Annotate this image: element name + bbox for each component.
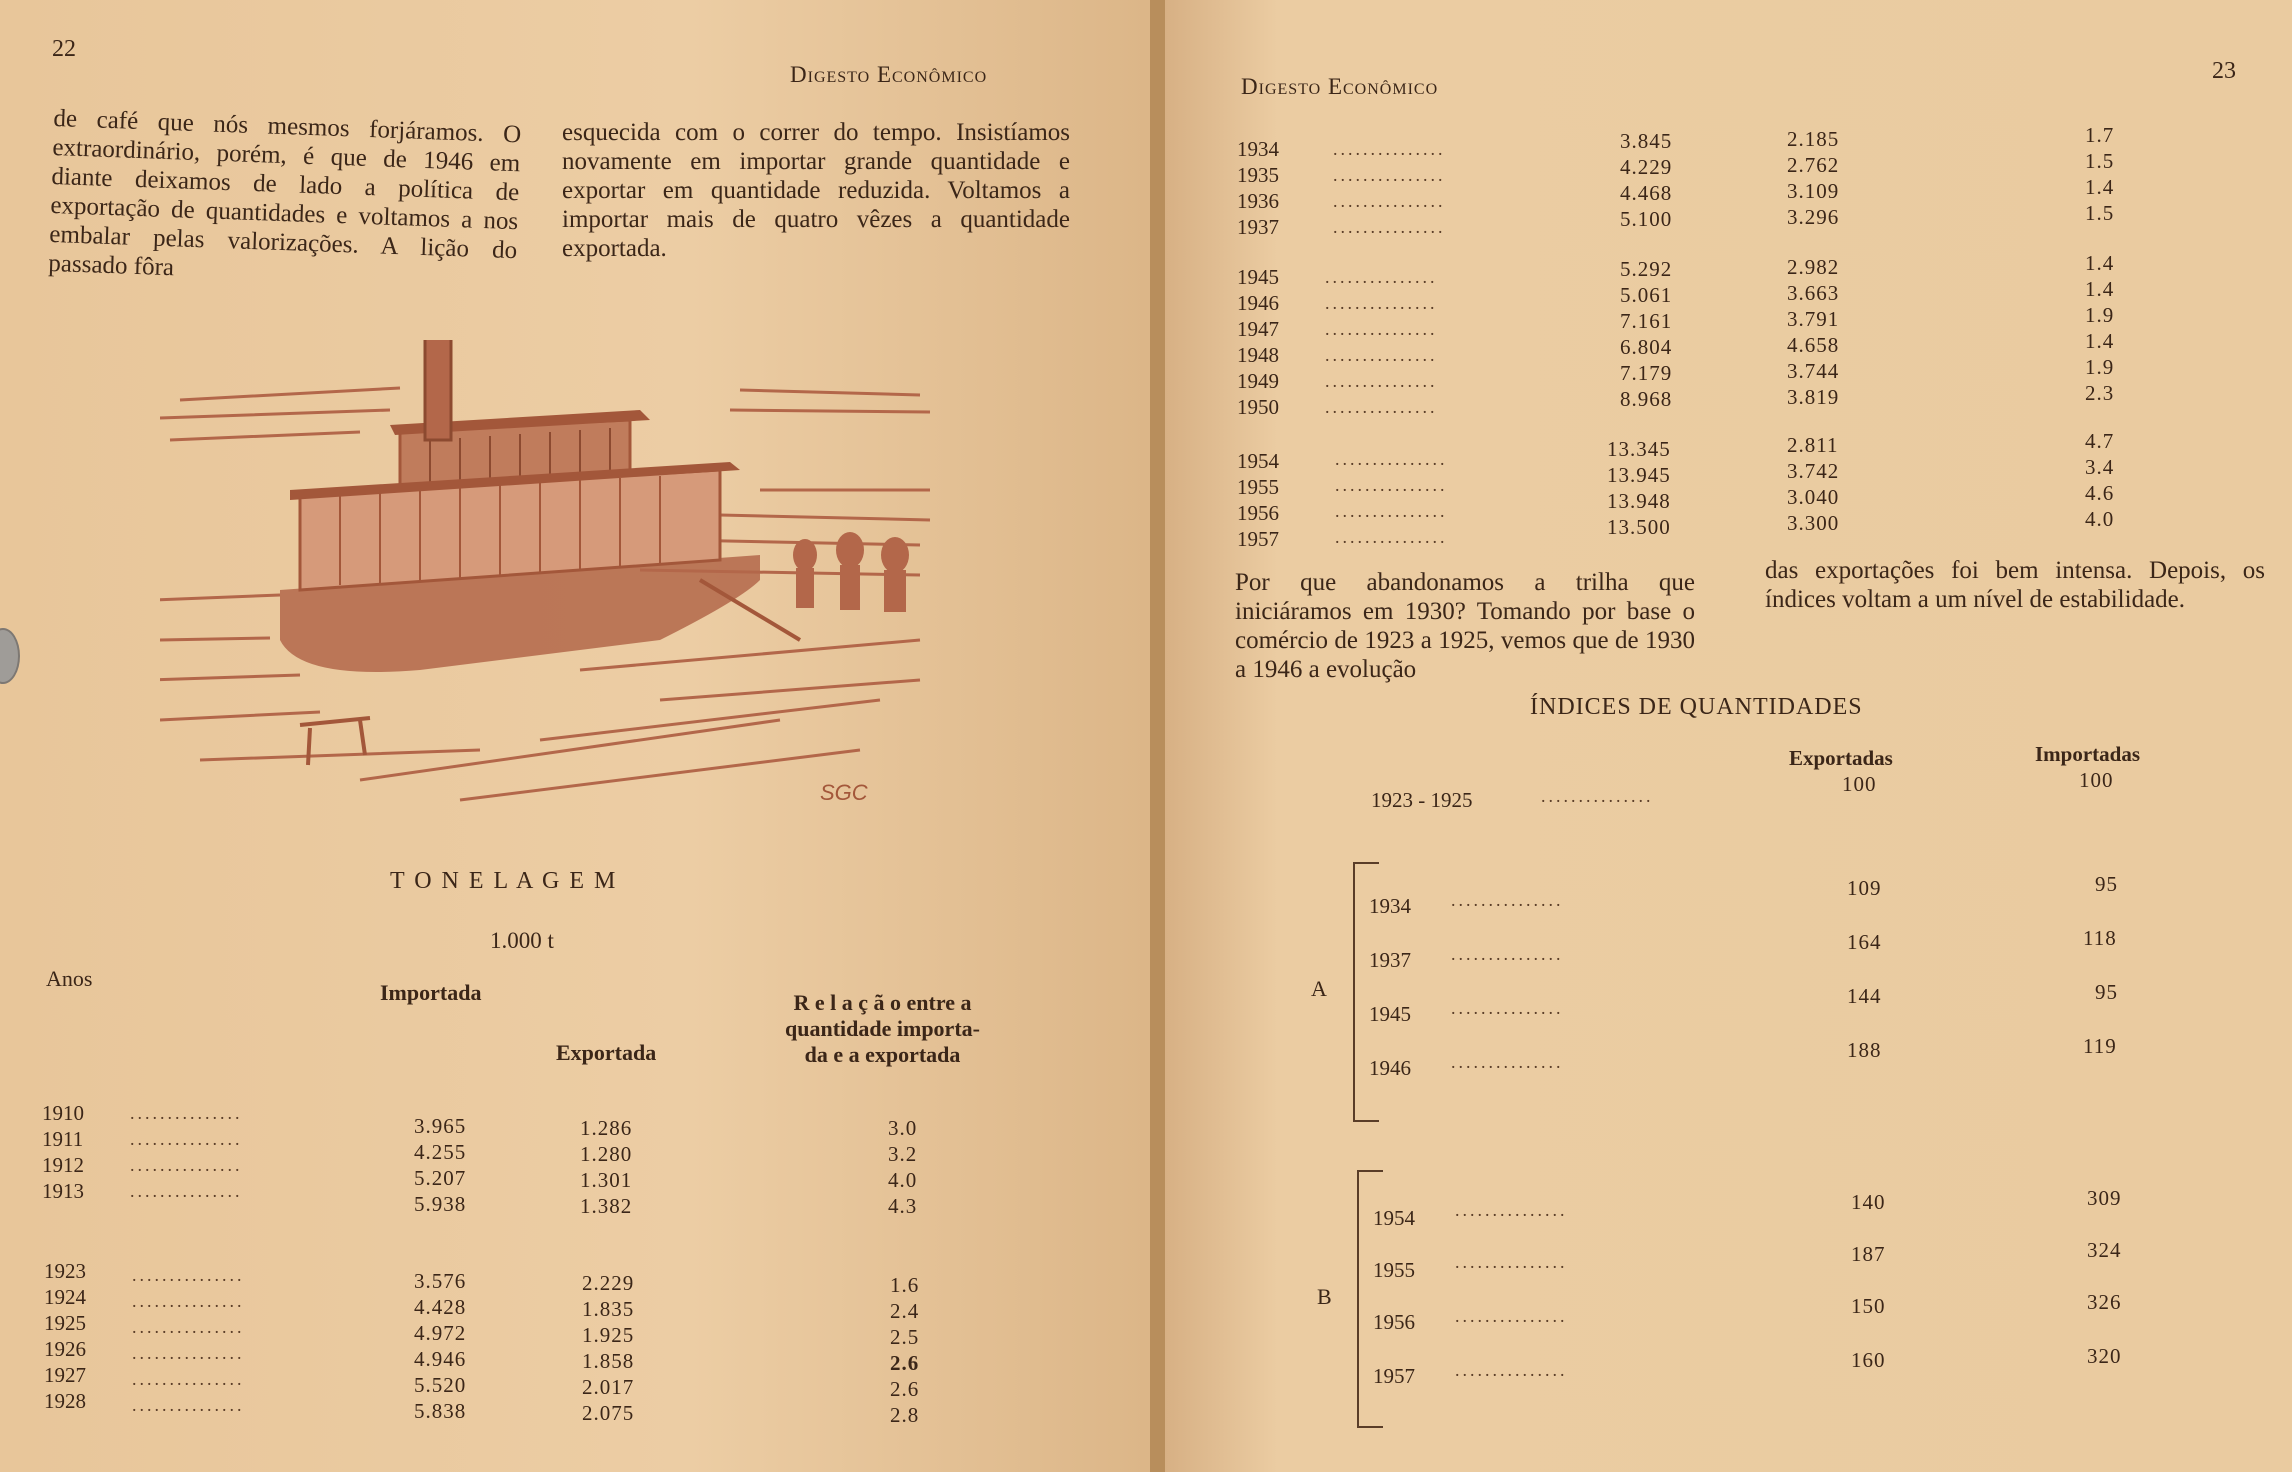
text-column-1 xyxy=(1235,568,1695,684)
cell: 5.061 xyxy=(1620,283,1673,307)
dots: ............... xyxy=(1325,319,1438,339)
year: 1928 xyxy=(44,1389,86,1413)
bracket-top xyxy=(1357,1170,1383,1172)
cell: 4.7 xyxy=(2085,429,2115,453)
dots: ............... xyxy=(1325,371,1438,391)
year: 1910 xyxy=(42,1101,84,1125)
cell: 3.965 xyxy=(414,1114,467,1138)
cell: 187 xyxy=(1851,1242,1886,1266)
dots: ............... xyxy=(1325,397,1438,417)
cell: 1.858 xyxy=(582,1349,635,1373)
dots: ............... xyxy=(130,1181,243,1201)
leader-dots: ............... xyxy=(1541,786,1654,806)
index-table-title: ÍNDICES DE QUANTIDADES xyxy=(1530,694,1863,720)
text-column-2 xyxy=(1765,556,2265,614)
exported-1945-1950 xyxy=(1787,254,1839,410)
cell: 4.468 xyxy=(1620,181,1673,205)
year: 1937 xyxy=(1369,948,1411,972)
cell: 4.0 xyxy=(2085,507,2115,531)
table-unit: 1.000 t xyxy=(490,928,554,953)
cell: 3.296 xyxy=(1787,205,1840,229)
imported-1945-1950 xyxy=(1620,256,1672,412)
cell: 2.075 xyxy=(582,1401,635,1425)
cell: 2.6 xyxy=(890,1351,920,1375)
years-1934-1937 xyxy=(1237,136,1279,240)
cell: 188 xyxy=(1847,1038,1882,1062)
cell: 3.109 xyxy=(1787,179,1840,203)
running-head: Digesto Econômico xyxy=(790,62,988,87)
exported-group2 xyxy=(582,1270,634,1426)
cell: 1.6 xyxy=(890,1273,920,1297)
cell: 1.5 xyxy=(2085,201,2115,225)
ratio-1954-1957 xyxy=(2085,428,2114,532)
cell: 6.804 xyxy=(1620,335,1673,359)
dots: ............... xyxy=(130,1129,243,1149)
cell: 13.500 xyxy=(1607,515,1671,539)
year: 1955 xyxy=(1237,475,1279,499)
cell: 3.040 xyxy=(1787,485,1840,509)
leader-dots xyxy=(132,1262,245,1418)
book-gutter xyxy=(1150,0,1165,1472)
cell: 3.742 xyxy=(1787,459,1840,483)
leader-dots xyxy=(1325,264,1438,420)
col-header-ratio-line1: R e l a ç ã o entre a xyxy=(793,990,972,1015)
year: 1937 xyxy=(1237,215,1279,239)
cell: 5.838 xyxy=(414,1399,467,1423)
paragraph: das exportações foi bem intensa. Depois, os índices voltam a um nível de estabilidade. xyxy=(1765,557,2265,613)
table-title: T O N E L A G E M xyxy=(390,868,618,894)
dots: ............... xyxy=(1325,345,1438,365)
cell: 2.6 xyxy=(890,1377,920,1401)
leader-dots xyxy=(1333,136,1446,240)
exported-1954-1957 xyxy=(1787,432,1839,536)
ratio-1934-1937 xyxy=(2085,122,2114,226)
right-page xyxy=(1165,0,2292,1472)
year: 1934 xyxy=(1237,137,1279,161)
cell: 160 xyxy=(1851,1348,1886,1372)
col-header-exported: Exportadas xyxy=(1789,746,1893,770)
cell: 2.8 xyxy=(890,1403,920,1427)
cell: 2.4 xyxy=(890,1299,920,1323)
bracket-group-b xyxy=(1357,1170,1359,1428)
col-header-ratio-line2: quantidade importa- xyxy=(785,1016,980,1041)
bracket-group-a xyxy=(1353,862,1355,1122)
leader-dots: ............... xyxy=(1455,1200,1568,1220)
imported-1954-1957 xyxy=(1607,436,1671,540)
dots: ............... xyxy=(132,1317,245,1337)
ratio-group2 xyxy=(890,1272,919,1428)
cell: 4.6 xyxy=(2085,481,2115,505)
cell: 309 xyxy=(2087,1186,2122,1210)
leader-dots xyxy=(1335,446,1448,550)
dots: ............... xyxy=(132,1291,245,1311)
cell: 109 xyxy=(1847,876,1882,900)
dots: ............... xyxy=(1333,165,1446,185)
dots: ............... xyxy=(1333,139,1446,159)
bracket-bottom xyxy=(1353,1120,1379,1122)
year: 1954 xyxy=(1373,1206,1415,1230)
cell: 1.280 xyxy=(580,1142,633,1166)
ratio-1945-1950 xyxy=(2085,250,2114,406)
cell: 3.0 xyxy=(888,1116,918,1140)
dots: ............... xyxy=(132,1395,245,1415)
cell: 1.382 xyxy=(580,1194,633,1218)
years-1945-1950 xyxy=(1237,264,1279,420)
dots: ............... xyxy=(1333,217,1446,237)
cell: 1.301 xyxy=(580,1168,633,1192)
cell: 13.345 xyxy=(1607,437,1671,461)
cell: 4.972 xyxy=(414,1321,467,1345)
cell: 2.982 xyxy=(1787,255,1840,279)
year: 1945 xyxy=(1369,1002,1411,1026)
years-group2 xyxy=(44,1258,86,1414)
year: 1956 xyxy=(1373,1310,1415,1334)
cell: 13.948 xyxy=(1607,489,1671,513)
year: 1935 xyxy=(1237,163,1279,187)
cell: 118 xyxy=(2083,926,2117,950)
dots: ............... xyxy=(132,1265,245,1285)
year: 1912 xyxy=(42,1153,84,1177)
dots: ............... xyxy=(1325,293,1438,313)
cell: 3.2 xyxy=(888,1142,918,1166)
cell: 320 xyxy=(2087,1344,2122,1368)
col-header-exported: Exportada xyxy=(556,1040,657,1065)
cell: 5.207 xyxy=(414,1166,467,1190)
paragraph: de café que nós mesmos forjáramos. O extraordinário, porém, é que de 1946 em diante deixamos de lado a política de exportação de quantidades e voltamos a nos embalar pelas valorizações. A lição do passado fôra xyxy=(47,104,522,282)
cell: 95 xyxy=(2095,872,2118,896)
steamboat-illustration xyxy=(160,340,940,810)
dots: ............... xyxy=(132,1369,245,1389)
cell: 1.9 xyxy=(2085,355,2115,379)
leader-dots: ............... xyxy=(1455,1252,1568,1272)
year: 1957 xyxy=(1237,527,1279,551)
cell: 2.229 xyxy=(582,1271,635,1295)
col-header-imported: Importada xyxy=(380,980,482,1005)
year: 1913 xyxy=(42,1179,84,1203)
cell: 4.3 xyxy=(888,1194,918,1218)
cell: 2.811 xyxy=(1787,433,1839,457)
base-imported: 100 xyxy=(2079,768,2114,792)
imported-group1 xyxy=(414,1113,466,1217)
cell: 2.762 xyxy=(1787,153,1840,177)
cell: 2.017 xyxy=(582,1375,635,1399)
leader-dots: ............... xyxy=(1451,998,1564,1018)
year: 1925 xyxy=(44,1311,86,1335)
bracket-bottom xyxy=(1357,1426,1383,1428)
cell: 3.845 xyxy=(1620,129,1673,153)
year: 1927 xyxy=(44,1363,86,1387)
dots: ............... xyxy=(1325,267,1438,287)
cell: 3.4 xyxy=(2085,455,2115,479)
cell: 95 xyxy=(2095,980,2118,1004)
dots: ............... xyxy=(1335,475,1448,495)
exported-1934-1937 xyxy=(1787,126,1839,230)
exported-group1 xyxy=(580,1115,632,1219)
cell: 119 xyxy=(2083,1034,2117,1058)
leader-dots xyxy=(130,1100,243,1204)
cell: 5.100 xyxy=(1620,207,1673,231)
paragraph: Por que abandonamos a trilha que iniciáramos em 1930? Tomando por base o comércio de 1923 a 1925, vemos que de 1930 a 1946 a evolução xyxy=(1235,569,1695,683)
col-header-years: Anos xyxy=(46,966,93,991)
cell: 150 xyxy=(1851,1294,1886,1318)
year: 1948 xyxy=(1237,343,1279,367)
dots: ............... xyxy=(1335,501,1448,521)
cell: 144 xyxy=(1847,984,1882,1008)
year: 1936 xyxy=(1237,189,1279,213)
imported-1934-1937 xyxy=(1620,128,1672,232)
leader-dots: ............... xyxy=(1455,1360,1568,1380)
cell: 4.229 xyxy=(1620,155,1673,179)
col-header-ratio-line3: da e a exportada xyxy=(804,1042,961,1067)
cell: 326 xyxy=(2087,1290,2122,1314)
cell: 1.925 xyxy=(582,1323,635,1347)
year: 1923 xyxy=(44,1259,86,1283)
year: 1946 xyxy=(1237,291,1279,315)
years-1954-1957 xyxy=(1237,448,1279,552)
cell: 4.946 xyxy=(414,1347,467,1371)
leader-dots: ............... xyxy=(1451,890,1564,910)
cell: 1.4 xyxy=(2085,251,2115,275)
cell: 7.161 xyxy=(1620,309,1673,333)
base-period-label: 1923 - 1925 xyxy=(1371,788,1473,812)
cell: 4.255 xyxy=(414,1140,467,1164)
cell: 3.300 xyxy=(1787,511,1840,535)
cell: 1.835 xyxy=(582,1297,635,1321)
year: 1946 xyxy=(1369,1056,1411,1080)
punch-hole xyxy=(0,628,20,684)
cell: 3.744 xyxy=(1787,359,1840,383)
col-header-imported: Importadas xyxy=(2035,742,2141,766)
cell: 1.7 xyxy=(2085,123,2115,147)
dots: ............... xyxy=(130,1103,243,1123)
year: 1955 xyxy=(1373,1258,1415,1282)
cell: 2.5 xyxy=(890,1325,920,1349)
cell: 8.968 xyxy=(1620,387,1673,411)
cell: 7.179 xyxy=(1620,361,1673,385)
group-a-label: A xyxy=(1311,976,1327,1001)
cell: 1.286 xyxy=(580,1116,633,1140)
illustration-signature: SGC xyxy=(820,780,868,805)
cell: 3.663 xyxy=(1787,281,1840,305)
cell: 1.4 xyxy=(2085,277,2115,301)
year: 1911 xyxy=(42,1127,84,1151)
cell: 5.520 xyxy=(414,1373,467,1397)
ratio-group1 xyxy=(888,1115,917,1219)
cell: 13.945 xyxy=(1607,463,1671,487)
cell: 1.5 xyxy=(2085,149,2115,173)
cell: 1.4 xyxy=(2085,329,2115,353)
paragraph: esquecida com o correr do tempo. Insistíamos novamente em importar grande quantidade e exportar em quantidade reduzida. Voltamos a importar mais de quatro vêzes a quantidade exportada. xyxy=(562,119,1070,262)
dots: ............... xyxy=(1335,449,1448,469)
cell: 4.428 xyxy=(414,1295,467,1319)
text-column-1 xyxy=(48,104,522,294)
year: 1956 xyxy=(1237,501,1279,525)
cell: 3.819 xyxy=(1787,385,1840,409)
page-number: 22 xyxy=(52,36,76,62)
text-column-2 xyxy=(562,118,1070,263)
year: 1957 xyxy=(1373,1364,1415,1388)
dots: ............... xyxy=(1335,527,1448,547)
year: 1945 xyxy=(1237,265,1279,289)
year: 1949 xyxy=(1237,369,1279,393)
year: 1934 xyxy=(1369,894,1411,918)
dots: ............... xyxy=(130,1155,243,1175)
cell: 4.0 xyxy=(888,1168,918,1192)
dots: ............... xyxy=(1333,191,1446,211)
dots: ............... xyxy=(132,1343,245,1363)
cell: 140 xyxy=(1851,1190,1886,1214)
cell: 2.185 xyxy=(1787,127,1840,151)
year: 1947 xyxy=(1237,317,1279,341)
year: 1950 xyxy=(1237,395,1279,419)
bracket-top xyxy=(1353,862,1379,864)
leader-dots: ............... xyxy=(1451,944,1564,964)
cell: 4.658 xyxy=(1787,333,1840,357)
leader-dots: ............... xyxy=(1455,1306,1568,1326)
cell: 324 xyxy=(2087,1238,2122,1262)
cell: 2.3 xyxy=(2085,381,2115,405)
cell: 164 xyxy=(1847,930,1882,954)
cell: 5.292 xyxy=(1620,257,1673,281)
year: 1954 xyxy=(1237,449,1279,473)
cell: 3.791 xyxy=(1787,307,1840,331)
year: 1924 xyxy=(44,1285,86,1309)
running-head: Digesto Econômico xyxy=(1241,74,1439,99)
base-exported: 100 xyxy=(1842,772,1877,796)
group-b-label: B xyxy=(1317,1284,1332,1309)
cell: 1.4 xyxy=(2085,175,2115,199)
imported-group2 xyxy=(414,1268,466,1424)
cell: 5.938 xyxy=(414,1192,467,1216)
page-number: 23 xyxy=(2212,58,2236,84)
year: 1926 xyxy=(44,1337,86,1361)
leader-dots: ............... xyxy=(1451,1052,1564,1072)
col-header-ratio xyxy=(785,990,980,1068)
years-group1 xyxy=(42,1100,84,1204)
cell: 3.576 xyxy=(414,1269,467,1293)
cell: 1.9 xyxy=(2085,303,2115,327)
